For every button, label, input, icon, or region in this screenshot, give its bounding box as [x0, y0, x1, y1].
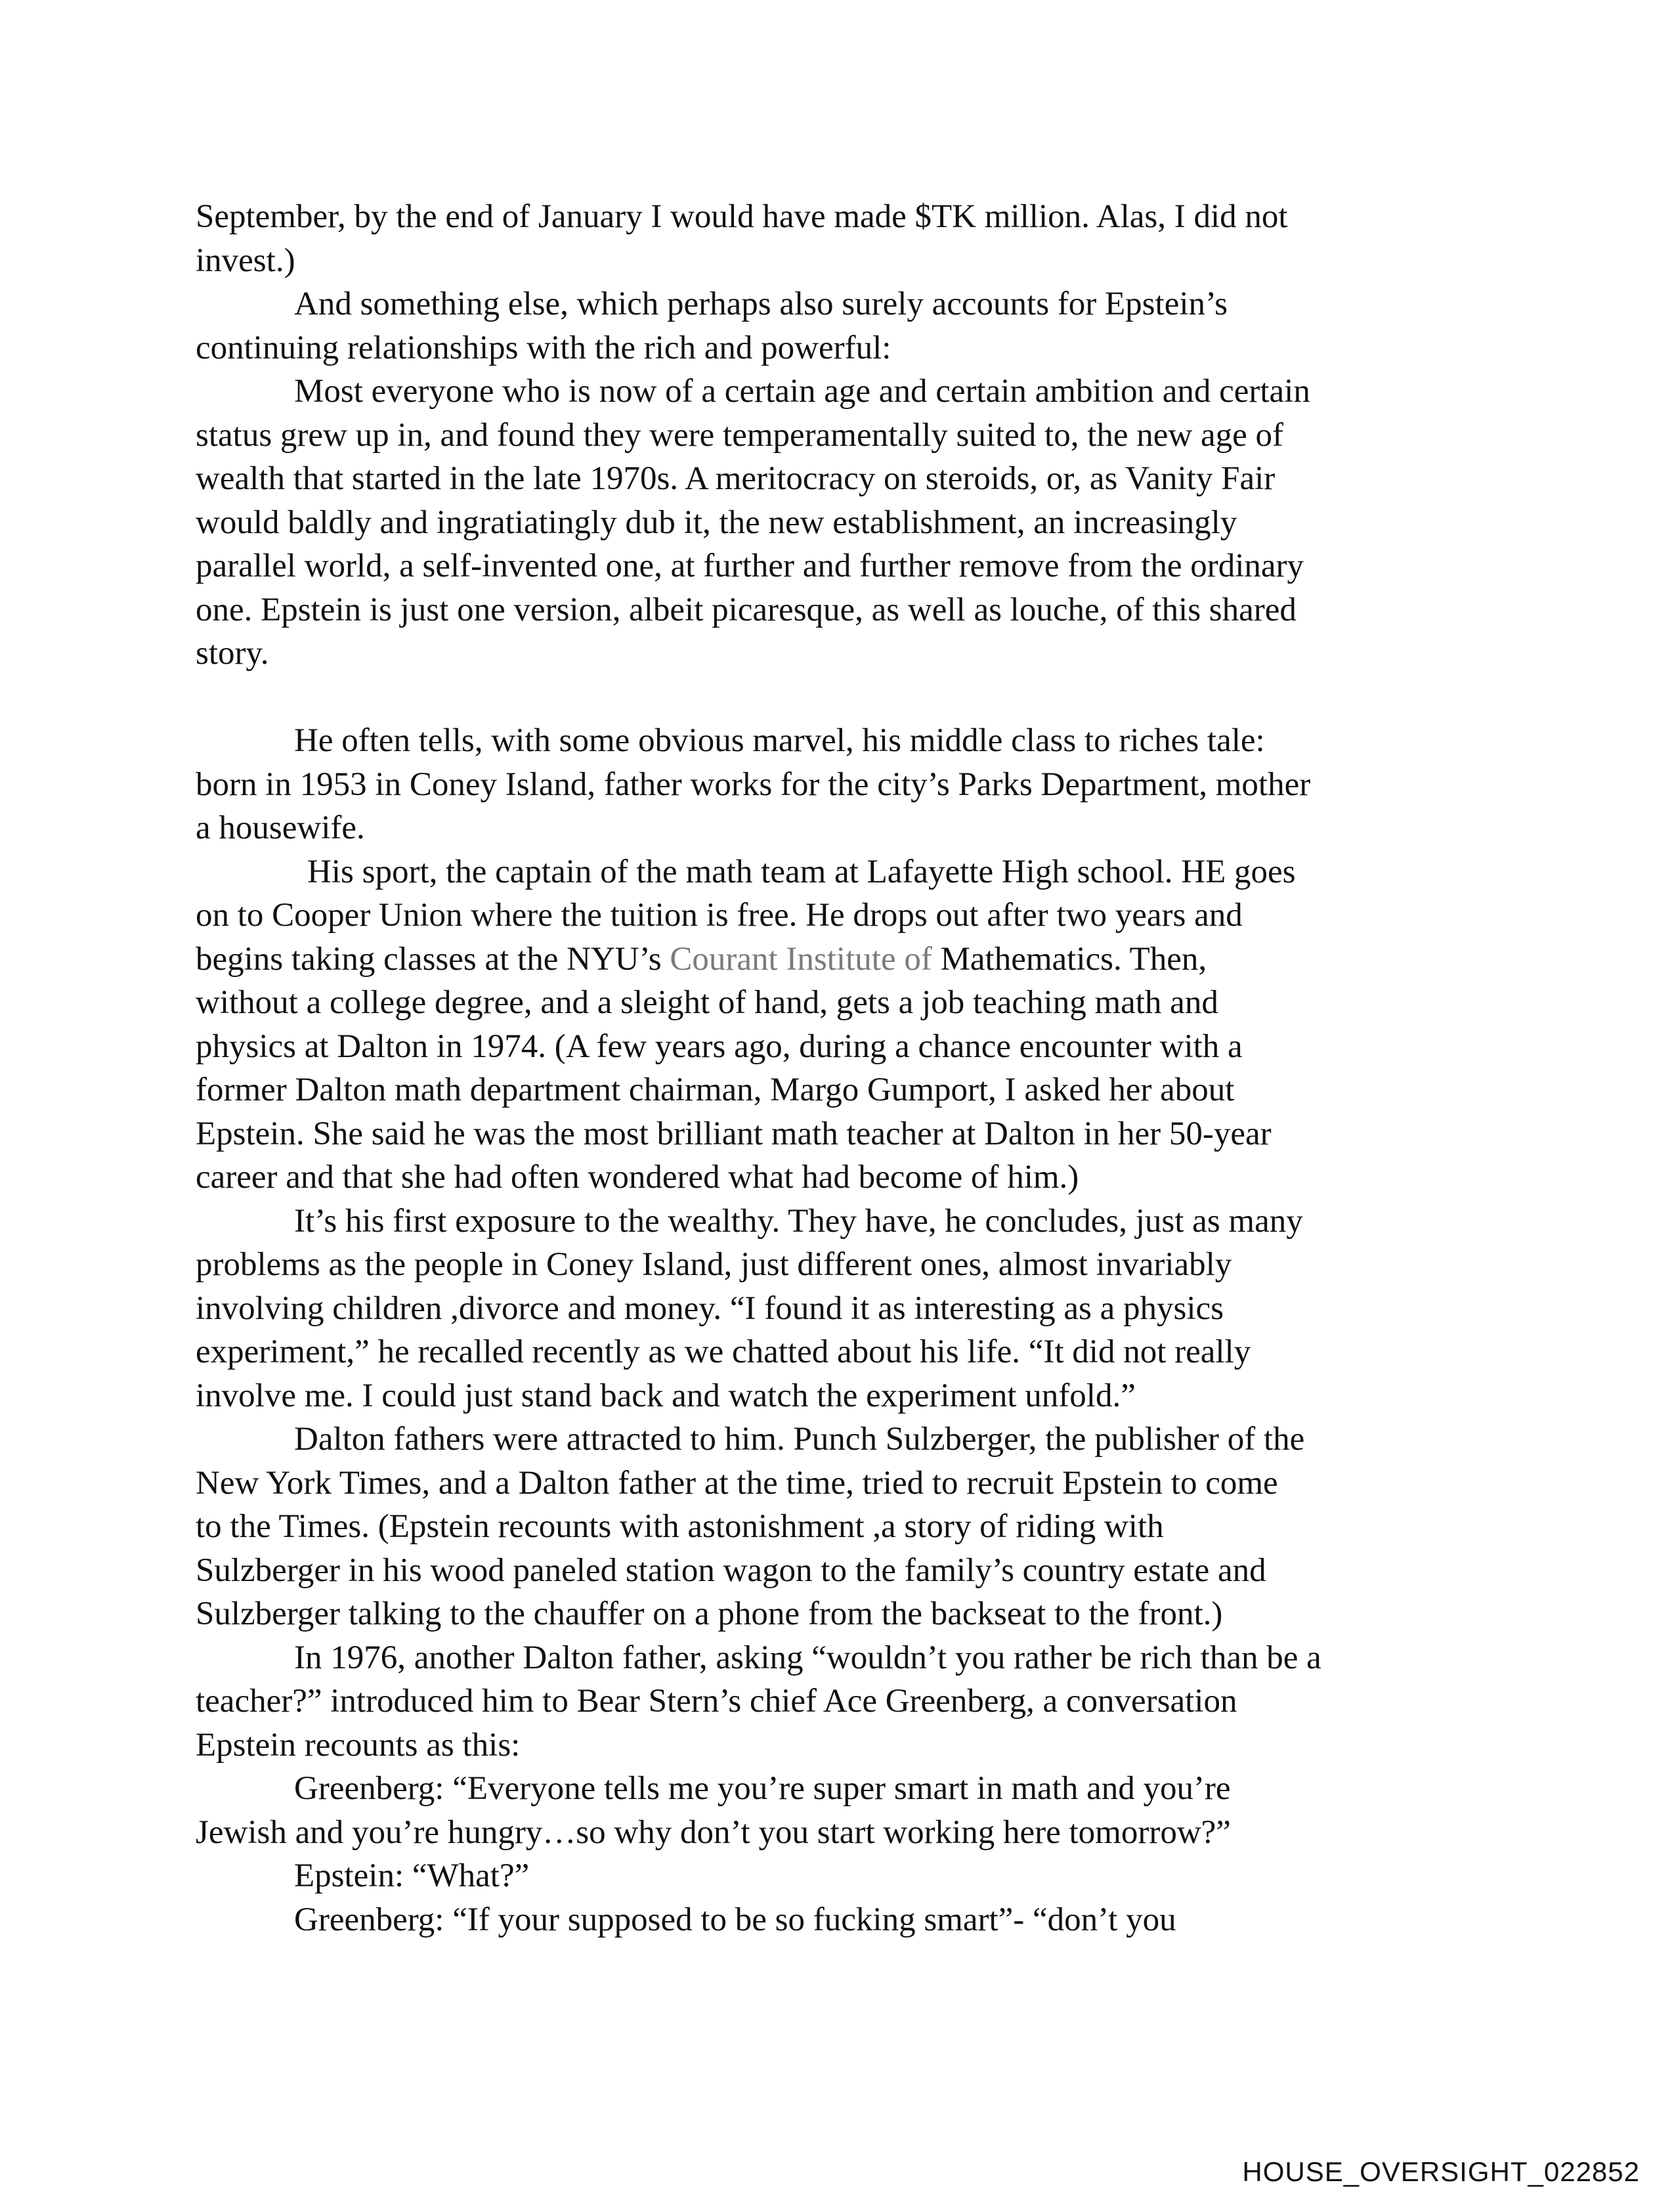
paragraph-dalton-fathers: Dalton fathers were attracted to him. Punch Sulzberger, the publisher of the New York Times, and a Dalton father at the time, tried to recruit Epstein to come to the Times. (Epstein recounts with astonishment ,a story of riding with Sulzberger in his wood paneled station wagon to the family’s country estate and Sulzberger talking to the chauffer on a phone from the backseat to the front.)	[196, 1421, 1305, 1632]
paragraph-investment-note: September, by the end of January I would have made $TK million. Alas, I did not invest.)	[196, 198, 1288, 279]
paragraph-greenberg-quote-1: Greenberg: “Everyone tells me you’re super smart in math and you’re Jewish and you’re hungry…so why don’t you start working here tomorrow?”	[196, 1770, 1231, 1851]
paragraph-1976: In 1976, another Dalton father, asking “wouldn’t you rather be rich than be a teacher?” introduced him to Bear Stern’s chief Ace Greenberg, a conversation Epstein recounts as this:	[196, 1639, 1321, 1764]
bates-number: HOUSE_OVERSIGHT_022852	[1242, 2156, 1640, 2187]
paragraph-epstein-reply: Epstein: “What?”	[294, 1857, 530, 1894]
paragraph-first-exposure: It’s his first exposure to the wealthy. They have, he concludes, just as many problems as the people in Coney Island, just different ones, almost invariably involving children ,divorce and money. “I found it as interesting as a physics experiment,” he recalled recently as we chatted about his life. “It did not really involve me. I could just stand back and watch the experiment unfold.”	[196, 1202, 1303, 1414]
paragraph-riches-tale: He often tells, with some obvious marvel, his middle class to riches tale: born in 1953 in Coney Island, father works for the city’s Parks Department, mother a housewife.	[196, 722, 1311, 846]
math-team-text-end: Mathematics. Then, without a college degree, and a sleight of hand, gets a job teaching math and physics at Dalton in 1974. (A few years ago, during a chance encounter with a former Dalton math department chairman, Margo Gumport, I asked her about Epstein. She said he was the most brilliant math teacher at Dalton in her 50-year career and that she had often wondered what had become of him.)	[196, 940, 1272, 1196]
paragraph-new-age-of-wealth: Most everyone who is now of a certain age and certain ambition and certain status grew up in, and found they were temperamentally suited to, the new age of wealth that started in the late 1970s. A meritocracy on steroids, or, as Vanity Fair would baldly and ingratiatingly dub it, the new establishment, an increasingly parallel world, a self-invented one, at further and further remove from the ordinary one. Epstein is just one version, albeit picaresque, as well as louche, of this shared story.	[196, 373, 1310, 672]
paragraph-math-team	[196, 850, 1509, 1200]
paragraph-greenberg-quote-2: Greenberg: “If your supposed to be so fucking smart”- “don’t you	[294, 1901, 1176, 1938]
math-team-text-start: His sport, the captain of the math team at Lafayette High school. HE goes on to Cooper Union where the tuition is free. He drops out after two years and begins taking classes at the NYU’s	[196, 853, 1296, 978]
faded-institute-name: Courant Institute of	[670, 940, 932, 978]
paragraph-spacer	[196, 676, 1509, 720]
paragraph-something-else: And something else, which perhaps also surely accounts for Epstein’s continuing relationships with the rich and powerful:	[196, 286, 1228, 366]
document-body	[196, 195, 1509, 1941]
